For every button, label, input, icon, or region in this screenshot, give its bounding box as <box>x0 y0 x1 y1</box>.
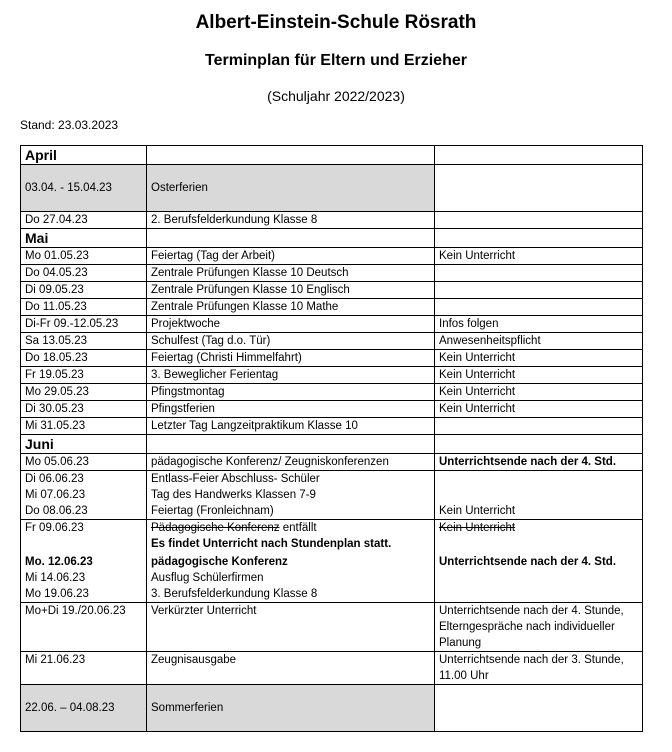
table-row <box>21 316 643 333</box>
table-row <box>21 418 643 435</box>
note-cell <box>435 165 643 212</box>
event-cell: Letzter Tag Langzeitpraktikum Klasse 10 <box>147 418 435 435</box>
event-cell <box>147 471 435 520</box>
event-cell: Zeugnisausgabe <box>147 652 435 685</box>
note-cell: Kein Unterricht <box>435 350 643 367</box>
table-row <box>21 603 643 652</box>
date-line: Mi 07.06.23 <box>25 489 86 501</box>
note-cell: Unterrichtsende nach der 3. Stunde, 11.00 Uhr <box>435 652 643 685</box>
date-cell: Di-Fr 09.-12.05.23 <box>21 316 147 333</box>
event-cell: Pfingstferien <box>147 401 435 418</box>
date-cell: Fr 19.05.23 <box>21 367 147 384</box>
date-line: Mi 14.06.23 <box>25 572 86 584</box>
table-row <box>21 350 643 367</box>
date-cell <box>21 471 147 520</box>
note-cell <box>435 282 643 299</box>
date-cell: Di 09.05.23 <box>21 282 147 299</box>
event-cell: Verkürzter Unterricht <box>147 603 435 652</box>
event-line: Ausflug Schülerfirmen <box>151 572 264 584</box>
date-cell: Mo 29.05.23 <box>21 384 147 401</box>
note-line: Kein Unterricht <box>439 522 516 534</box>
date-cell: Sa 13.05.23 <box>21 333 147 350</box>
month-label: Juni <box>21 435 147 454</box>
table-row <box>21 384 643 401</box>
event-cell: Zentrale Prüfungen Klasse 10 Deutsch <box>147 265 435 282</box>
date-cell: Mo 01.05.23 <box>21 248 147 265</box>
date-cell: Do 27.04.23 <box>21 212 147 229</box>
event-line: 3. Berufsfelderkundung Klasse 8 <box>151 588 318 600</box>
date-cell: Mo+Di 19./20.06.23 <box>21 603 147 652</box>
note-cell: Unterrichtsende nach der 4. Std. <box>435 454 643 471</box>
table-row <box>21 299 643 316</box>
event-line <box>151 520 430 536</box>
event-cell: Projektwoche <box>147 316 435 333</box>
event-cell: Feiertag (Christi Himmelfahrt) <box>147 350 435 367</box>
date-line: Do 08.06.23 <box>25 505 88 517</box>
note-cell: Kein Unterricht <box>435 384 643 401</box>
schedule-table <box>20 145 643 732</box>
table-row <box>21 165 643 212</box>
month-row-april <box>21 146 643 165</box>
note-cell: Kein Unterricht <box>435 401 643 418</box>
date-cell: 03.04. - 15.04.23 <box>21 165 147 212</box>
stand-date: Stand: 23.03.2023 <box>20 118 119 132</box>
month-row-juni <box>21 435 643 454</box>
event-cell: Feiertag (Tag der Arbeit) <box>147 248 435 265</box>
note-cell: Kein Unterricht <box>435 248 643 265</box>
event-cell <box>147 520 435 603</box>
note-cell <box>435 418 643 435</box>
event-cell: 3. Beweglicher Ferientag <box>147 367 435 384</box>
event-line: Es findet Unterricht nach Stundenplan statt. <box>151 538 392 550</box>
date-line: Fr 09.06.23 <box>25 522 84 534</box>
table-row <box>21 454 643 471</box>
date-cell: Mo 05.06.23 <box>21 454 147 471</box>
table-row <box>21 520 643 603</box>
event-cell: 2. Berufsfelderkundung Klasse 8 <box>147 212 435 229</box>
school-year: (Schuljahr 2022/2023) <box>267 88 405 104</box>
event-cell: Zentrale Prüfungen Klasse 10 Mathe <box>147 299 435 316</box>
event-cell: Schulfest (Tag d.o. Tür) <box>147 333 435 350</box>
date-cell: Di 30.05.23 <box>21 401 147 418</box>
note-cell <box>435 212 643 229</box>
table-row <box>21 265 643 282</box>
note-line: Unterrichtsende nach der 4. Std. <box>439 556 617 568</box>
date-cell: Do 11.05.23 <box>21 299 147 316</box>
month-row-mai <box>21 229 643 248</box>
event-cell: pädagogische Konferenz/ Zeugniskonferenzen <box>147 454 435 471</box>
note-cell: Unterrichtsende nach der 4. Stunde, Elterngespräche nach individueller Planung <box>435 603 643 652</box>
table-row <box>21 685 643 732</box>
school-name: Albert-Einstein-Schule Rösrath <box>195 12 477 33</box>
date-line: Di 06.06.23 <box>25 473 84 485</box>
struck-text: Pädagogische Konferenz <box>151 522 280 534</box>
note-cell <box>435 471 643 520</box>
month-label: Mai <box>21 229 147 248</box>
note-cell <box>435 685 643 732</box>
event-line: Tag des Handwerks Klassen 7-9 <box>151 489 316 501</box>
event-cell: Zentrale Prüfungen Klasse 10 Englisch <box>147 282 435 299</box>
event-cell: Osterferien <box>147 165 435 212</box>
table-row <box>21 248 643 265</box>
table-row <box>21 652 643 685</box>
month-label: April <box>21 146 147 165</box>
note-cell <box>435 520 643 603</box>
date-cell: Mi 31.05.23 <box>21 418 147 435</box>
date-cell: Do 18.05.23 <box>21 350 147 367</box>
event-cell: Pfingstmontag <box>147 384 435 401</box>
event-line: Entlass-Feier Abschluss- Schüler <box>151 473 320 485</box>
table-row <box>21 333 643 350</box>
note-line: Kein Unterricht <box>439 505 516 517</box>
date-cell: 22.06. – 04.08.23 <box>21 685 147 732</box>
note-cell: Infos folgen <box>435 316 643 333</box>
date-line: Mo 19.06.23 <box>25 588 89 600</box>
event-cell: Sommerferien <box>147 685 435 732</box>
note-cell <box>435 299 643 316</box>
date-cell: Do 04.05.23 <box>21 265 147 282</box>
event-line: Feiertag (Fronleichnam) <box>151 505 274 517</box>
note-cell: Anwesenheitspflicht <box>435 333 643 350</box>
table-row <box>21 367 643 384</box>
document-title: Terminplan für Eltern und Erzieher <box>205 52 467 69</box>
event-line: pädagogische Konferenz <box>151 556 288 568</box>
note-cell: Kein Unterricht <box>435 367 643 384</box>
table-row <box>21 212 643 229</box>
table-row <box>21 401 643 418</box>
date-line: Mo. 12.06.23 <box>25 556 93 568</box>
note-cell <box>435 265 643 282</box>
table-row <box>21 471 643 520</box>
date-cell <box>21 520 147 603</box>
date-cell: Mi 21.06.23 <box>21 652 147 685</box>
event-text: entfällt <box>279 522 317 534</box>
table-row <box>21 282 643 299</box>
